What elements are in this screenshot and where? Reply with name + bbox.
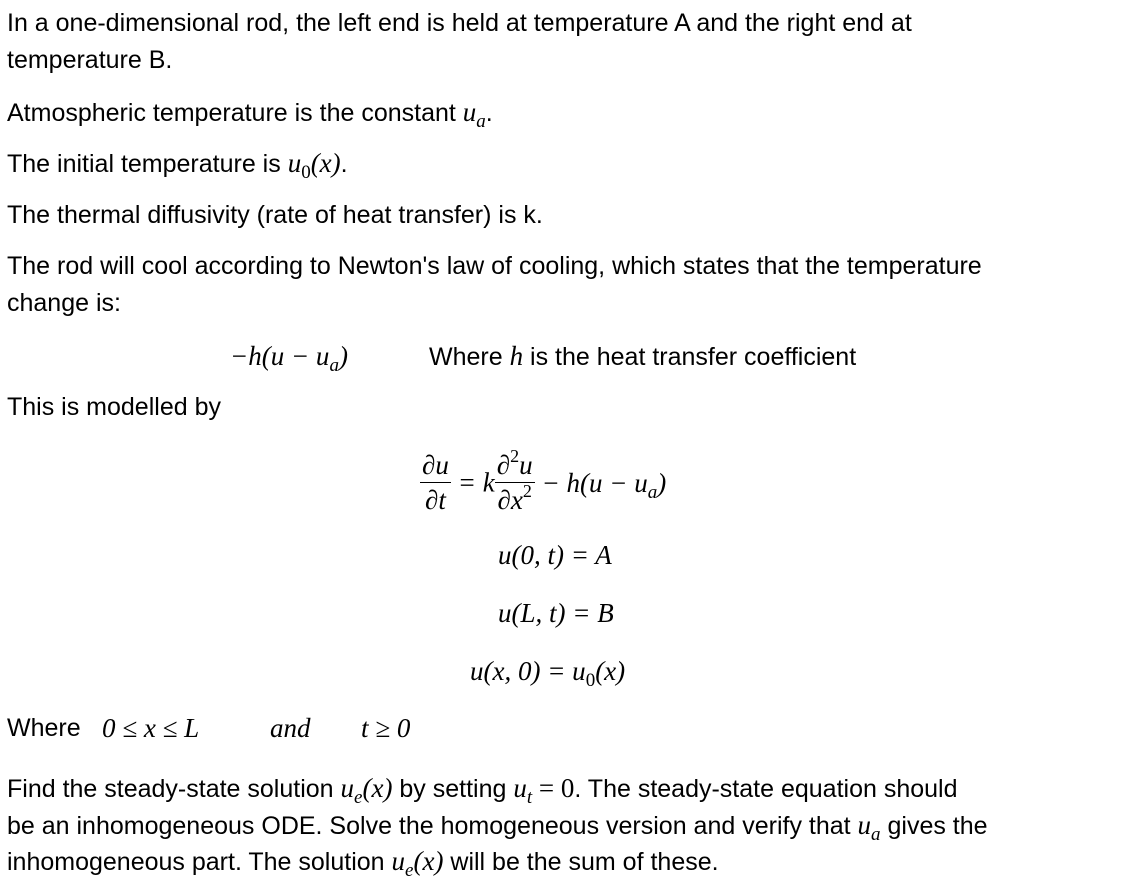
atmospheric-temperature-line bbox=[7, 94, 493, 131]
domain-line bbox=[7, 710, 81, 746]
task-l1-ut-sub: t bbox=[526, 787, 533, 808]
task-l2-a: be an inhomogeneous ODE. Solve the homogeneous version and verify that bbox=[7, 812, 858, 840]
task-l1-c: . The steady-state equation should bbox=[574, 775, 958, 803]
rhs-numerator bbox=[495, 448, 535, 483]
atmos-sub: a bbox=[476, 111, 486, 132]
cooling-close: ) bbox=[338, 341, 348, 371]
task-line-1 bbox=[7, 770, 958, 807]
where-h-pre: Where bbox=[429, 343, 510, 371]
domain-where: Where bbox=[7, 714, 81, 742]
boundary-condition-left: u(0, t) = A bbox=[498, 540, 612, 570]
rhs-den-sup: 2 bbox=[522, 481, 532, 501]
rhs-den-pre: ∂x bbox=[497, 485, 523, 515]
t-range: t ≥ 0 bbox=[361, 713, 411, 743]
task-l1-eq0: = 0 bbox=[532, 773, 575, 803]
intro-line-2: temperature B. bbox=[7, 46, 173, 74]
rhs-num-sup: 2 bbox=[510, 446, 520, 466]
heat-coefficient-note bbox=[429, 338, 856, 375]
task-l3-sub: e bbox=[405, 860, 414, 881]
lhs-numerator: ∂u bbox=[420, 448, 451, 483]
initial-condition bbox=[470, 653, 625, 690]
task-l1-a: Find the steady-state solution bbox=[7, 775, 341, 803]
task-l2-b: gives the bbox=[880, 812, 988, 840]
newton-line-1: The rod will cool according to Newton's law of cooling, which states that the temperature bbox=[7, 252, 982, 280]
rhs-tail-sub: a bbox=[647, 481, 658, 503]
ic-post: (x) bbox=[595, 656, 626, 686]
rhs-num-pre: ∂ bbox=[496, 450, 511, 480]
equals-k: = k bbox=[457, 467, 495, 498]
modelled-line: This is modelled by bbox=[7, 393, 221, 421]
task-line-3 bbox=[7, 843, 719, 880]
rhs-tail-close: ) bbox=[657, 467, 667, 498]
x-range: 0 ≤ x ≤ L bbox=[102, 713, 200, 743]
domain-and: and bbox=[270, 713, 311, 743]
boundary-condition-right: u(L, t) = B bbox=[498, 598, 614, 628]
rhs-fraction bbox=[495, 448, 535, 517]
task-l2-var: u bbox=[857, 810, 872, 840]
task-l2-sub: a bbox=[871, 824, 881, 845]
ic-sub: 0 bbox=[585, 670, 596, 691]
cooling-expr: −h(u − u bbox=[230, 341, 330, 371]
where-h-var: h bbox=[509, 341, 524, 371]
rhs-num-post: u bbox=[519, 450, 533, 480]
initial-end: . bbox=[340, 150, 348, 178]
task-l1-ut: u bbox=[513, 773, 527, 803]
task-l3-a: inhomogeneous part. The solution bbox=[7, 848, 392, 876]
initial-text: The initial temperature is bbox=[7, 150, 288, 178]
newton-line-2: change is: bbox=[7, 289, 121, 317]
task-l1-sub: e bbox=[354, 787, 363, 808]
task-l3-var: u bbox=[391, 846, 406, 876]
task-l1-arg: (x) bbox=[362, 773, 393, 803]
rhs-tail bbox=[541, 467, 667, 503]
atmos-var: u bbox=[462, 97, 477, 127]
intro-line-1: In a one-dimensional rod, the left end is held at temperature A and the right end at bbox=[7, 9, 912, 37]
initial-sub: 0 bbox=[301, 162, 311, 183]
task-l1-var: u bbox=[340, 773, 355, 803]
task-l3-b: will be the sum of these. bbox=[443, 848, 719, 876]
lhs-denominator: ∂t bbox=[425, 485, 446, 515]
pde-equation bbox=[420, 448, 666, 517]
rhs-denominator bbox=[495, 483, 535, 517]
atmos-end: . bbox=[485, 99, 493, 127]
initial-var: u bbox=[287, 148, 302, 178]
initial-arg: (x) bbox=[310, 148, 341, 178]
task-l1-b: by setting bbox=[392, 775, 514, 803]
where-h-post: is the heat transfer coefficient bbox=[523, 343, 857, 371]
cooling-expression bbox=[230, 338, 348, 375]
ic-pre: u(x, 0) = u bbox=[470, 656, 586, 686]
diffusivity-line: The thermal diffusivity (rate of heat transfer) is k. bbox=[7, 201, 543, 229]
atmos-text: Atmospheric temperature is the constant bbox=[7, 99, 463, 127]
task-l3-arg: (x) bbox=[413, 846, 444, 876]
lhs-fraction bbox=[420, 448, 451, 517]
rhs-tail-text: − h(u − u bbox=[541, 467, 648, 498]
cooling-sub: a bbox=[329, 355, 339, 376]
task-line-2 bbox=[7, 807, 988, 844]
initial-temperature-line bbox=[7, 145, 348, 182]
